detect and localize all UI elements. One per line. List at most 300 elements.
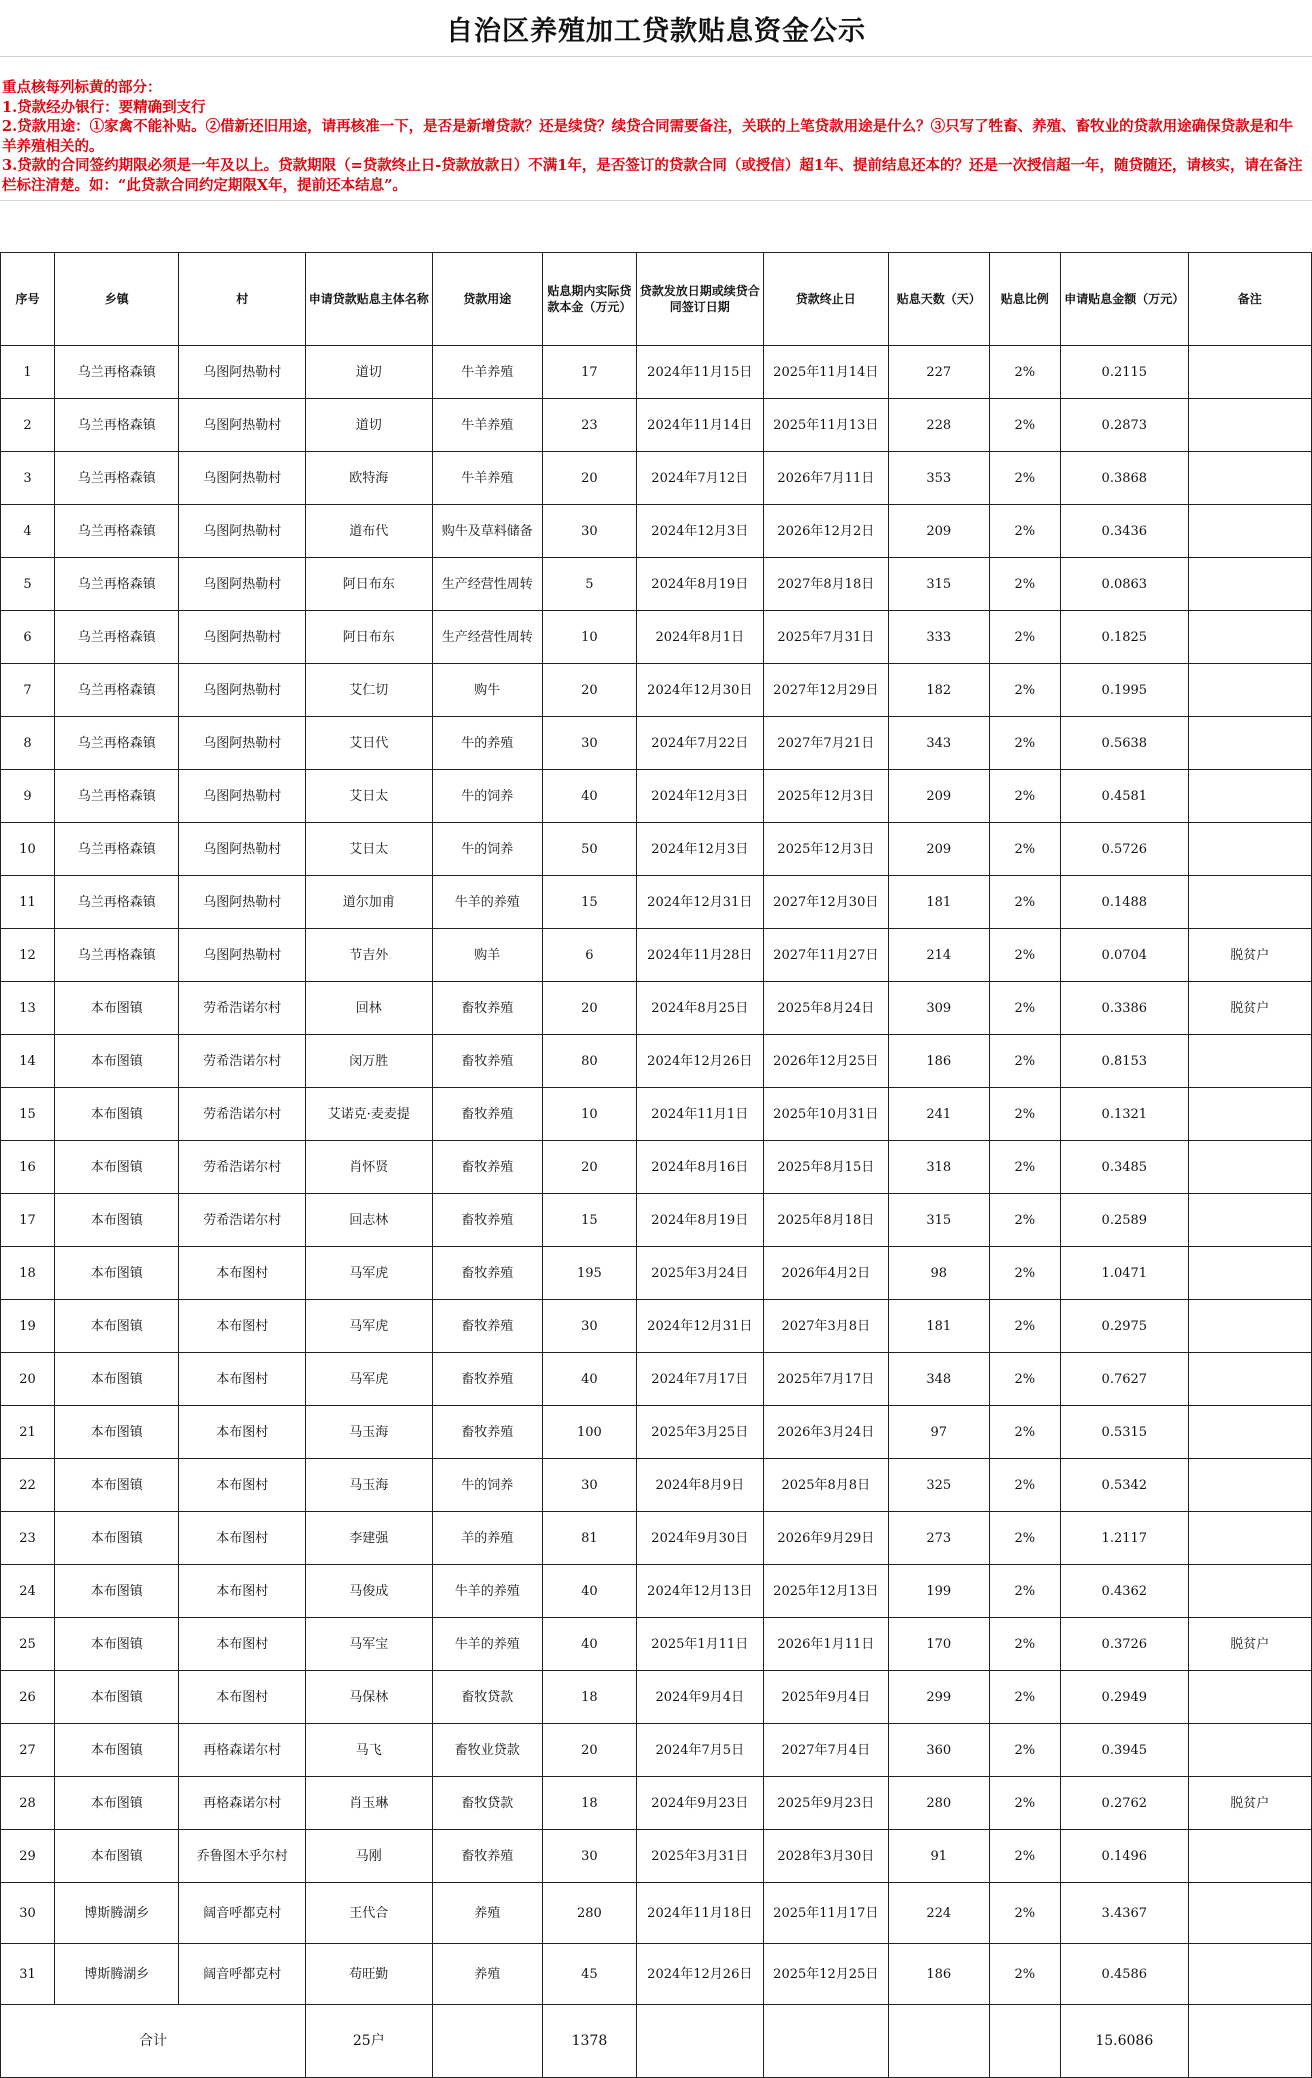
- col-end-date-cell: 2025年10月31日: [763, 1088, 888, 1141]
- col-rate-cell: 2%: [989, 1777, 1060, 1830]
- col-town-cell: 本布图镇: [55, 1459, 179, 1512]
- col-days-cell: 186: [889, 1035, 990, 1088]
- col-principal-cell: 40: [542, 1353, 636, 1406]
- totals-row: [1, 2005, 1312, 2078]
- totals-empty: [889, 2005, 990, 2078]
- col-days-cell: 325: [889, 1459, 990, 1512]
- col-principal-cell: 15: [542, 876, 636, 929]
- col-seq-cell: 1: [1, 346, 55, 399]
- col-village-cell: 乌图阿热勒村: [179, 346, 306, 399]
- col-seq-cell: 2: [1, 399, 55, 452]
- col-remark-cell: [1188, 1830, 1311, 1883]
- col-end-date-cell: 2027年8月18日: [763, 558, 888, 611]
- col-end-date-cell: 2026年7月11日: [763, 452, 888, 505]
- col-town-cell: 乌兰再格森镇: [55, 452, 179, 505]
- table-row: [1, 399, 1312, 452]
- table-row: [1, 664, 1312, 717]
- col-start-date-cell: 2024年11月28日: [636, 929, 763, 982]
- col-start-date-cell: 2024年12月3日: [636, 823, 763, 876]
- col-town-cell: 乌兰再格森镇: [55, 823, 179, 876]
- col-village-cell: 乌图阿热勒村: [179, 558, 306, 611]
- col-end-date-cell: 2027年11月27日: [763, 929, 888, 982]
- table-row: [1, 1618, 1312, 1671]
- col-town-cell: 博斯腾湖乡: [55, 1883, 179, 1944]
- col-purpose-cell: 畜牧养殖: [432, 1141, 542, 1194]
- col-village-cell: 本布图村: [179, 1300, 306, 1353]
- col-end-date-cell: 2025年11月14日: [763, 346, 888, 399]
- header-col-rate: 贴息比例: [989, 253, 1060, 346]
- col-town-cell: 本布图镇: [55, 1247, 179, 1300]
- header-col-town: 乡镇: [55, 253, 179, 346]
- col-remark-cell: [1188, 505, 1311, 558]
- col-days-cell: 91: [889, 1830, 990, 1883]
- col-village-cell: 本布图村: [179, 1353, 306, 1406]
- col-rate-cell: 2%: [989, 346, 1060, 399]
- col-amount-cell: 0.3726: [1060, 1618, 1188, 1671]
- col-start-date-cell: 2025年3月25日: [636, 1406, 763, 1459]
- col-purpose-cell: 牛羊的养殖: [432, 1618, 542, 1671]
- col-end-date-cell: 2026年3月24日: [763, 1406, 888, 1459]
- col-applicant-cell: 艾日代: [306, 717, 433, 770]
- col-start-date-cell: 2024年8月19日: [636, 558, 763, 611]
- col-start-date-cell: 2024年7月17日: [636, 1353, 763, 1406]
- col-principal-cell: 45: [542, 1944, 636, 2005]
- table-row: [1, 1088, 1312, 1141]
- table-row: [1, 1353, 1312, 1406]
- col-start-date-cell: 2025年3月24日: [636, 1247, 763, 1300]
- col-village-cell: 乌图阿热勒村: [179, 717, 306, 770]
- col-remark-cell: 脱贫户: [1188, 982, 1311, 1035]
- header-col-purpose: 贷款用途: [432, 253, 542, 346]
- col-amount-cell: 0.7627: [1060, 1353, 1188, 1406]
- col-purpose-cell: 畜牧养殖: [432, 1830, 542, 1883]
- totals-empty: [432, 2005, 542, 2078]
- col-end-date-cell: 2026年9月29日: [763, 1512, 888, 1565]
- col-seq-cell: 29: [1, 1830, 55, 1883]
- col-applicant-cell: 回林: [306, 982, 433, 1035]
- col-applicant-cell: 马玉海: [306, 1406, 433, 1459]
- col-seq-cell: 24: [1, 1565, 55, 1618]
- col-town-cell: 本布图镇: [55, 1671, 179, 1724]
- col-principal-cell: 10: [542, 1088, 636, 1141]
- col-seq-cell: 14: [1, 1035, 55, 1088]
- col-town-cell: 本布图镇: [55, 1035, 179, 1088]
- col-remark-cell: [1188, 1088, 1311, 1141]
- col-start-date-cell: 2024年12月26日: [636, 1035, 763, 1088]
- col-remark-cell: [1188, 346, 1311, 399]
- table-footer: [1, 2005, 1312, 2078]
- col-start-date-cell: 2024年9月23日: [636, 1777, 763, 1830]
- table-row: [1, 1194, 1312, 1247]
- col-rate-cell: 2%: [989, 1088, 1060, 1141]
- col-amount-cell: 0.4586: [1060, 1944, 1188, 2005]
- col-town-cell: 乌兰再格森镇: [55, 346, 179, 399]
- col-rate-cell: 2%: [989, 1671, 1060, 1724]
- col-applicant-cell: 马军虎: [306, 1353, 433, 1406]
- col-days-cell: 315: [889, 558, 990, 611]
- col-applicant-cell: 道布代: [306, 505, 433, 558]
- col-days-cell: 241: [889, 1088, 990, 1141]
- col-principal-cell: 80: [542, 1035, 636, 1088]
- col-principal-cell: 40: [542, 1565, 636, 1618]
- header-row: [1, 253, 1312, 346]
- col-amount-cell: 0.0863: [1060, 558, 1188, 611]
- col-rate-cell: 2%: [989, 399, 1060, 452]
- col-end-date-cell: 2025年12月25日: [763, 1944, 888, 2005]
- col-seq-cell: 17: [1, 1194, 55, 1247]
- table-row: [1, 1724, 1312, 1777]
- col-remark-cell: [1188, 1406, 1311, 1459]
- col-seq-cell: 12: [1, 929, 55, 982]
- col-purpose-cell: 畜牧贷款: [432, 1671, 542, 1724]
- col-purpose-cell: 养殖: [432, 1944, 542, 2005]
- review-notes: [2, 78, 1307, 195]
- col-purpose-cell: 购牛及草料储备: [432, 505, 542, 558]
- col-purpose-cell: 牛的饲养: [432, 1459, 542, 1512]
- col-start-date-cell: 2024年8月25日: [636, 982, 763, 1035]
- col-remark-cell: [1188, 1512, 1311, 1565]
- col-amount-cell: 1.2117: [1060, 1512, 1188, 1565]
- col-village-cell: 乔鲁图木乎尔村: [179, 1830, 306, 1883]
- header-col-start-date: 贷款发放日期或续贷合同签订日期: [636, 253, 763, 346]
- col-start-date-cell: 2024年8月1日: [636, 611, 763, 664]
- col-town-cell: 本布图镇: [55, 1777, 179, 1830]
- col-amount-cell: 0.2589: [1060, 1194, 1188, 1247]
- col-end-date-cell: 2025年8月24日: [763, 982, 888, 1035]
- col-purpose-cell: 牛羊的养殖: [432, 876, 542, 929]
- col-village-cell: 阔音呼都克村: [179, 1944, 306, 2005]
- col-amount-cell: 0.5726: [1060, 823, 1188, 876]
- col-principal-cell: 30: [542, 505, 636, 558]
- col-principal-cell: 6: [542, 929, 636, 982]
- col-village-cell: 乌图阿热勒村: [179, 823, 306, 876]
- col-remark-cell: [1188, 452, 1311, 505]
- table-row: [1, 505, 1312, 558]
- table-row: [1, 1944, 1312, 2005]
- col-principal-cell: 30: [542, 1300, 636, 1353]
- col-purpose-cell: 牛羊的养殖: [432, 1565, 542, 1618]
- col-start-date-cell: 2024年7月22日: [636, 717, 763, 770]
- col-principal-cell: 18: [542, 1671, 636, 1724]
- col-days-cell: 228: [889, 399, 990, 452]
- col-seq-cell: 23: [1, 1512, 55, 1565]
- col-village-cell: 乌图阿热勒村: [179, 929, 306, 982]
- col-days-cell: 182: [889, 664, 990, 717]
- table-row: [1, 1141, 1312, 1194]
- col-town-cell: 乌兰再格森镇: [55, 611, 179, 664]
- totals-empty: [763, 2005, 888, 2078]
- col-purpose-cell: 畜牧养殖: [432, 1406, 542, 1459]
- col-town-cell: 本布图镇: [55, 1830, 179, 1883]
- col-applicant-cell: 回志林: [306, 1194, 433, 1247]
- col-principal-cell: 15: [542, 1194, 636, 1247]
- col-purpose-cell: 牛羊养殖: [432, 346, 542, 399]
- col-amount-cell: 0.1995: [1060, 664, 1188, 717]
- col-applicant-cell: 王代合: [306, 1883, 433, 1944]
- table-row: [1, 770, 1312, 823]
- col-days-cell: 348: [889, 1353, 990, 1406]
- table-row: [1, 1512, 1312, 1565]
- col-amount-cell: 0.4581: [1060, 770, 1188, 823]
- col-rate-cell: 2%: [989, 770, 1060, 823]
- col-village-cell: 乌图阿热勒村: [179, 664, 306, 717]
- col-purpose-cell: 畜牧养殖: [432, 1088, 542, 1141]
- col-village-cell: 本布图村: [179, 1565, 306, 1618]
- table-body: [1, 346, 1312, 2005]
- col-remark-cell: 脱贫户: [1188, 1777, 1311, 1830]
- table-row: [1, 876, 1312, 929]
- col-end-date-cell: 2026年12月25日: [763, 1035, 888, 1088]
- col-purpose-cell: 畜牧养殖: [432, 1194, 542, 1247]
- col-seq-cell: 28: [1, 1777, 55, 1830]
- col-rate-cell: 2%: [989, 1300, 1060, 1353]
- col-start-date-cell: 2024年11月15日: [636, 346, 763, 399]
- col-rate-cell: 2%: [989, 1141, 1060, 1194]
- col-end-date-cell: 2025年8月15日: [763, 1141, 888, 1194]
- col-applicant-cell: 道切: [306, 399, 433, 452]
- col-rate-cell: 2%: [989, 1724, 1060, 1777]
- col-seq-cell: 21: [1, 1406, 55, 1459]
- col-village-cell: 阔音呼都克村: [179, 1883, 306, 1944]
- header-col-days: 贴息天数（天）: [889, 253, 990, 346]
- col-applicant-cell: 马玉海: [306, 1459, 433, 1512]
- col-town-cell: 本布图镇: [55, 1565, 179, 1618]
- col-rate-cell: 2%: [989, 1406, 1060, 1459]
- col-remark-cell: [1188, 1883, 1311, 1944]
- col-principal-cell: 23: [542, 399, 636, 452]
- col-applicant-cell: 马军宝: [306, 1618, 433, 1671]
- col-purpose-cell: 畜牧养殖: [432, 982, 542, 1035]
- col-start-date-cell: 2024年8月19日: [636, 1194, 763, 1247]
- table-row: [1, 346, 1312, 399]
- col-rate-cell: 2%: [989, 1618, 1060, 1671]
- col-village-cell: 劳希浩诺尔村: [179, 1194, 306, 1247]
- col-rate-cell: 2%: [989, 1830, 1060, 1883]
- col-purpose-cell: 购羊: [432, 929, 542, 982]
- col-end-date-cell: 2027年7月4日: [763, 1724, 888, 1777]
- col-start-date-cell: 2024年11月18日: [636, 1883, 763, 1944]
- col-amount-cell: 0.5315: [1060, 1406, 1188, 1459]
- col-start-date-cell: 2024年12月26日: [636, 1944, 763, 2005]
- col-purpose-cell: 畜牧养殖: [432, 1353, 542, 1406]
- table-row: [1, 1565, 1312, 1618]
- totals-principal: 1378: [542, 2005, 636, 2078]
- col-principal-cell: 280: [542, 1883, 636, 1944]
- col-days-cell: 333: [889, 611, 990, 664]
- col-start-date-cell: 2024年7月5日: [636, 1724, 763, 1777]
- col-town-cell: 博斯腾湖乡: [55, 1944, 179, 2005]
- col-amount-cell: 0.5342: [1060, 1459, 1188, 1512]
- col-principal-cell: 10: [542, 611, 636, 664]
- col-rate-cell: 2%: [989, 876, 1060, 929]
- col-remark-cell: [1188, 1671, 1311, 1724]
- col-remark-cell: 脱贫户: [1188, 929, 1311, 982]
- col-days-cell: 224: [889, 1883, 990, 1944]
- col-village-cell: 本布图村: [179, 1406, 306, 1459]
- col-start-date-cell: 2024年11月1日: [636, 1088, 763, 1141]
- col-rate-cell: 2%: [989, 929, 1060, 982]
- col-applicant-cell: 节吉外: [306, 929, 433, 982]
- col-rate-cell: 2%: [989, 1194, 1060, 1247]
- col-applicant-cell: 马保林: [306, 1671, 433, 1724]
- col-principal-cell: 81: [542, 1512, 636, 1565]
- col-purpose-cell: 畜牧养殖: [432, 1300, 542, 1353]
- col-town-cell: 乌兰再格森镇: [55, 717, 179, 770]
- col-principal-cell: 20: [542, 664, 636, 717]
- note-line: 2.贷款用途：①家禽不能补贴。②借新还旧用途，请再核准一下，是否是新增贷款？还是续贷？续贷合同需要备注，关联的上笔贷款用途是什么？③只写了牲畜、养殖、畜牧业的贷款用途确保贷款是和牛羊养殖相关的。: [2, 118, 1294, 155]
- col-seq-cell: 31: [1, 1944, 55, 2005]
- col-town-cell: 本布图镇: [55, 982, 179, 1035]
- totals-empty: [1188, 2005, 1311, 2078]
- col-applicant-cell: 欧特海: [306, 452, 433, 505]
- col-days-cell: 214: [889, 929, 990, 982]
- col-applicant-cell: 肖玉琳: [306, 1777, 433, 1830]
- col-town-cell: 本布图镇: [55, 1406, 179, 1459]
- col-rate-cell: 2%: [989, 982, 1060, 1035]
- col-principal-cell: 17: [542, 346, 636, 399]
- col-seq-cell: 4: [1, 505, 55, 558]
- col-principal-cell: 100: [542, 1406, 636, 1459]
- col-start-date-cell: 2024年12月30日: [636, 664, 763, 717]
- col-days-cell: 98: [889, 1247, 990, 1300]
- col-town-cell: 本布图镇: [55, 1088, 179, 1141]
- col-rate-cell: 2%: [989, 611, 1060, 664]
- col-purpose-cell: 畜牧养殖: [432, 1247, 542, 1300]
- totals-households: 25户: [306, 2005, 433, 2078]
- col-seq-cell: 11: [1, 876, 55, 929]
- table-row: [1, 1406, 1312, 1459]
- col-remark-cell: [1188, 399, 1311, 452]
- col-purpose-cell: 购牛: [432, 664, 542, 717]
- col-principal-cell: 18: [542, 1777, 636, 1830]
- col-seq-cell: 25: [1, 1618, 55, 1671]
- col-remark-cell: [1188, 1459, 1311, 1512]
- col-seq-cell: 13: [1, 982, 55, 1035]
- col-rate-cell: 2%: [989, 664, 1060, 717]
- col-amount-cell: 0.2975: [1060, 1300, 1188, 1353]
- col-seq-cell: 3: [1, 452, 55, 505]
- col-end-date-cell: 2025年9月23日: [763, 1777, 888, 1830]
- col-seq-cell: 5: [1, 558, 55, 611]
- col-start-date-cell: 2024年9月4日: [636, 1671, 763, 1724]
- note-line: 重点核每列标黄的部分：: [2, 79, 162, 96]
- totals-label: 合计: [1, 2005, 306, 2078]
- col-rate-cell: 2%: [989, 452, 1060, 505]
- col-principal-cell: 20: [542, 452, 636, 505]
- table-row: [1, 611, 1312, 664]
- col-end-date-cell: 2025年8月8日: [763, 1459, 888, 1512]
- col-remark-cell: [1188, 1300, 1311, 1353]
- col-village-cell: 乌图阿热勒村: [179, 770, 306, 823]
- col-applicant-cell: 肖怀贤: [306, 1141, 433, 1194]
- col-end-date-cell: 2028年3月30日: [763, 1830, 888, 1883]
- col-remark-cell: [1188, 1141, 1311, 1194]
- col-village-cell: 劳希浩诺尔村: [179, 1035, 306, 1088]
- totals-empty: [989, 2005, 1060, 2078]
- col-amount-cell: 0.5638: [1060, 717, 1188, 770]
- col-end-date-cell: 2025年7月31日: [763, 611, 888, 664]
- col-village-cell: 本布图村: [179, 1618, 306, 1671]
- col-days-cell: 353: [889, 452, 990, 505]
- col-purpose-cell: 牛羊养殖: [432, 452, 542, 505]
- col-remark-cell: [1188, 1247, 1311, 1300]
- col-remark-cell: [1188, 1724, 1311, 1777]
- col-village-cell: 乌图阿热勒村: [179, 611, 306, 664]
- col-applicant-cell: 苟旺勤: [306, 1944, 433, 2005]
- col-town-cell: 本布图镇: [55, 1194, 179, 1247]
- col-seq-cell: 6: [1, 611, 55, 664]
- col-applicant-cell: 艾日太: [306, 770, 433, 823]
- col-amount-cell: 0.2949: [1060, 1671, 1188, 1724]
- col-start-date-cell: 2024年7月12日: [636, 452, 763, 505]
- col-seq-cell: 26: [1, 1671, 55, 1724]
- col-end-date-cell: 2025年11月13日: [763, 399, 888, 452]
- col-principal-cell: 20: [542, 1141, 636, 1194]
- col-town-cell: 本布图镇: [55, 1724, 179, 1777]
- table-row: [1, 558, 1312, 611]
- col-start-date-cell: 2024年12月31日: [636, 1300, 763, 1353]
- table-header: [1, 253, 1312, 346]
- col-amount-cell: 3.4367: [1060, 1883, 1188, 1944]
- col-days-cell: 209: [889, 823, 990, 876]
- col-rate-cell: 2%: [989, 717, 1060, 770]
- col-days-cell: 181: [889, 1300, 990, 1353]
- col-seq-cell: 8: [1, 717, 55, 770]
- col-purpose-cell: 畜牧养殖: [432, 1035, 542, 1088]
- col-rate-cell: 2%: [989, 1512, 1060, 1565]
- col-village-cell: 本布图村: [179, 1512, 306, 1565]
- col-principal-cell: 5: [542, 558, 636, 611]
- col-applicant-cell: 闵万胜: [306, 1035, 433, 1088]
- col-town-cell: 乌兰再格森镇: [55, 505, 179, 558]
- subsidy-table: [0, 252, 1312, 2078]
- col-principal-cell: 50: [542, 823, 636, 876]
- col-village-cell: 劳希浩诺尔村: [179, 982, 306, 1035]
- col-town-cell: 本布图镇: [55, 1353, 179, 1406]
- col-end-date-cell: 2025年12月3日: [763, 823, 888, 876]
- header-col-principal: 贴息期内实际贷款本金（万元）: [542, 253, 636, 346]
- col-principal-cell: 30: [542, 717, 636, 770]
- col-applicant-cell: 马军虎: [306, 1247, 433, 1300]
- col-village-cell: 乌图阿热勒村: [179, 399, 306, 452]
- col-remark-cell: [1188, 1944, 1311, 2005]
- col-applicant-cell: 马刚: [306, 1830, 433, 1883]
- col-principal-cell: 195: [542, 1247, 636, 1300]
- col-end-date-cell: 2025年11月17日: [763, 1883, 888, 1944]
- table-row: [1, 1671, 1312, 1724]
- col-rate-cell: 2%: [989, 1944, 1060, 2005]
- col-purpose-cell: 羊的养殖: [432, 1512, 542, 1565]
- col-start-date-cell: 2024年8月9日: [636, 1459, 763, 1512]
- col-start-date-cell: 2024年12月3日: [636, 505, 763, 558]
- col-end-date-cell: 2025年12月13日: [763, 1565, 888, 1618]
- col-principal-cell: 20: [542, 1724, 636, 1777]
- col-end-date-cell: 2027年12月29日: [763, 664, 888, 717]
- table-row: [1, 452, 1312, 505]
- col-principal-cell: 30: [542, 1459, 636, 1512]
- col-days-cell: 97: [889, 1406, 990, 1459]
- table-row: [1, 1035, 1312, 1088]
- col-remark-cell: 脱贫户: [1188, 1618, 1311, 1671]
- col-purpose-cell: 畜牧贷款: [432, 1777, 542, 1830]
- col-remark-cell: [1188, 876, 1311, 929]
- col-applicant-cell: 阿日布东: [306, 611, 433, 664]
- col-principal-cell: 30: [542, 1830, 636, 1883]
- note-line: 3.贷款的合同签约期限必须是一年及以上。贷款期限（=贷款终止日-贷款放款日）不满1年，是否签订的贷款合同（或授信）超1年、提前结息还本的？还是一次授信超一年，随贷随还，请核实，请在备注栏标注清楚。如：“此贷款合同约定期限X年，提前还本结息”。: [2, 157, 1303, 194]
- col-start-date-cell: 2025年1月11日: [636, 1618, 763, 1671]
- col-village-cell: 劳希浩诺尔村: [179, 1141, 306, 1194]
- col-rate-cell: 2%: [989, 1459, 1060, 1512]
